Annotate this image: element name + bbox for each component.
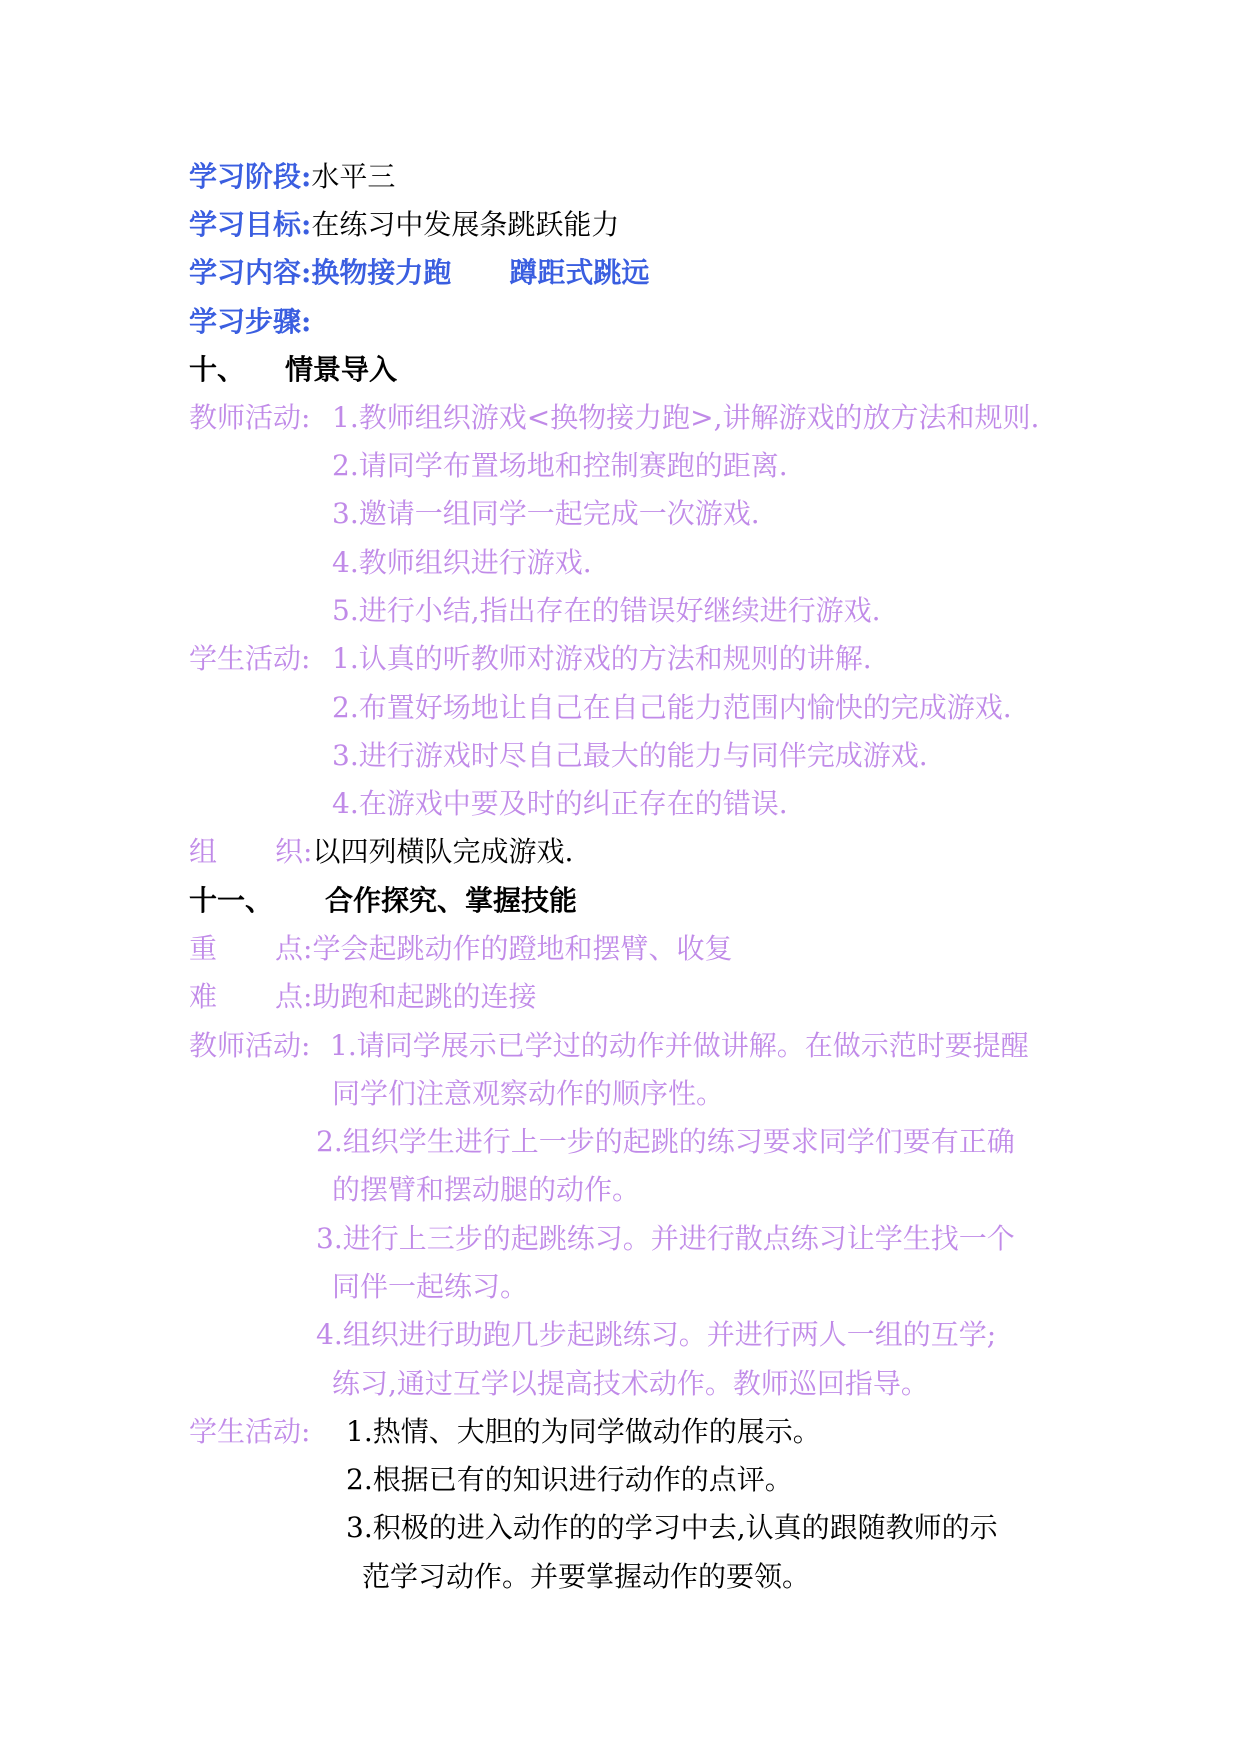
- s1-teacher-label: 教师活动:: [189, 401, 311, 434]
- org-label-2: 织:: [275, 835, 313, 868]
- stage-line: [189, 157, 395, 197]
- s1-teacher-item-3: 3.邀请一组同学一起完成一次游戏.: [332, 497, 760, 530]
- steps-label: 学习步骤:: [189, 305, 312, 338]
- section-1-title: 情景导入: [285, 353, 398, 386]
- section-2-number: 十一、: [189, 884, 274, 917]
- key-label-1: 重: [189, 932, 218, 965]
- section-1-number: 十、: [189, 353, 246, 386]
- s2-teacher-line-2: 同学们注意观察动作的顺序性。: [332, 1077, 725, 1110]
- s2-teacher-line-8: 练习,通过互学以提高技术动作。教师巡回指导。: [332, 1367, 929, 1400]
- diff-value: 助跑和起跳的连接: [312, 980, 537, 1013]
- org-value: 以四列横队完成游戏.: [312, 835, 574, 868]
- s2-teacher-line-1: 1.请同学展示已学过的动作并做讲解。在做示范时要提醒: [330, 1029, 1029, 1062]
- steps-line: [189, 302, 311, 342]
- s2-student-line-1: 1.热情、大胆的为同学做动作的展示。: [346, 1415, 821, 1448]
- s1-student-item-1: 1.认真的听教师对游戏的方法和规则的讲解.: [332, 642, 872, 675]
- section-1-heading: [189, 350, 397, 390]
- goal-value: 在练习中发展条跳跃能力: [311, 208, 620, 241]
- s2-student-line-2: 2.根据已有的知识进行动作的点评。: [346, 1463, 793, 1496]
- section-2-heading: [189, 881, 577, 921]
- s1-student-label: 学生活动:: [189, 642, 311, 675]
- content-value-2: 蹲距式跳远: [509, 256, 650, 289]
- key-value: 学会起跳动作的蹬地和摆臂、收复: [312, 932, 733, 965]
- s2-teacher-line-3: 2.组织学生进行上一步的起跳的练习要求同学们要有正确: [316, 1125, 1015, 1158]
- goal-line: [189, 205, 619, 245]
- s1-student-item-3: 3.进行游戏时尽自己最大的能力与同伴完成游戏.: [332, 739, 928, 772]
- content-label: 学习内容:换物接力跑: [189, 256, 452, 289]
- s2-teacher-line-6: 同伴一起练习。: [332, 1270, 529, 1303]
- s2-student-line-4: 范学习动作。并要掌握动作的要领。: [362, 1560, 811, 1593]
- s2-teacher-label: 教师活动:: [189, 1029, 311, 1062]
- content-line: [189, 253, 649, 293]
- s2-teacher-line-5: 3.进行上三步的起跳练习。并进行散点练习让学生找一个: [316, 1222, 1015, 1255]
- s1-teacher-item-4: 4.教师组织进行游戏.: [332, 546, 592, 579]
- s1-teacher-item-5: 5.进行小结,指出存在的错误好继续进行游戏.: [332, 594, 881, 627]
- key-label-2: 点:: [275, 932, 313, 965]
- s1-student-item-4: 4.在游戏中要及时的纠正存在的错误.: [332, 787, 788, 820]
- s2-difficulty-line: [189, 977, 536, 1017]
- s2-student-line-3: 3.积极的进入动作的的学习中去,认真的跟随教师的示: [346, 1511, 998, 1544]
- stage-value: 水平三: [311, 160, 396, 193]
- s2-teacher-line-4: 的摆臂和摆动腿的动作。: [332, 1173, 641, 1206]
- s1-teacher-item-2: 2.请同学布置场地和控制赛跑的距离.: [332, 449, 788, 482]
- s2-student-label: 学生活动:: [189, 1415, 311, 1448]
- org-label-1: 组: [189, 835, 218, 868]
- section-2-title: 合作探究、掌握技能: [325, 884, 578, 917]
- goal-label: 学习目标:: [189, 208, 312, 241]
- diff-label-1: 难: [189, 980, 218, 1013]
- s1-teacher-item-1: 1.教师组织游戏<换物接力跑>,讲解游戏的放方法和规则.: [332, 401, 1040, 434]
- s1-student-item-2: 2.布置好场地让自己在自己能力范围内愉快的完成游戏.: [332, 691, 1012, 724]
- stage-label: 学习阶段:: [189, 160, 312, 193]
- s2-teacher-line-7: 4.组织进行助跑几步起跳练习。并进行两人一组的互学;: [316, 1318, 997, 1351]
- diff-label-2: 点:: [275, 980, 313, 1013]
- s2-key-point-line: [189, 929, 732, 969]
- s1-organization-line: [189, 832, 573, 872]
